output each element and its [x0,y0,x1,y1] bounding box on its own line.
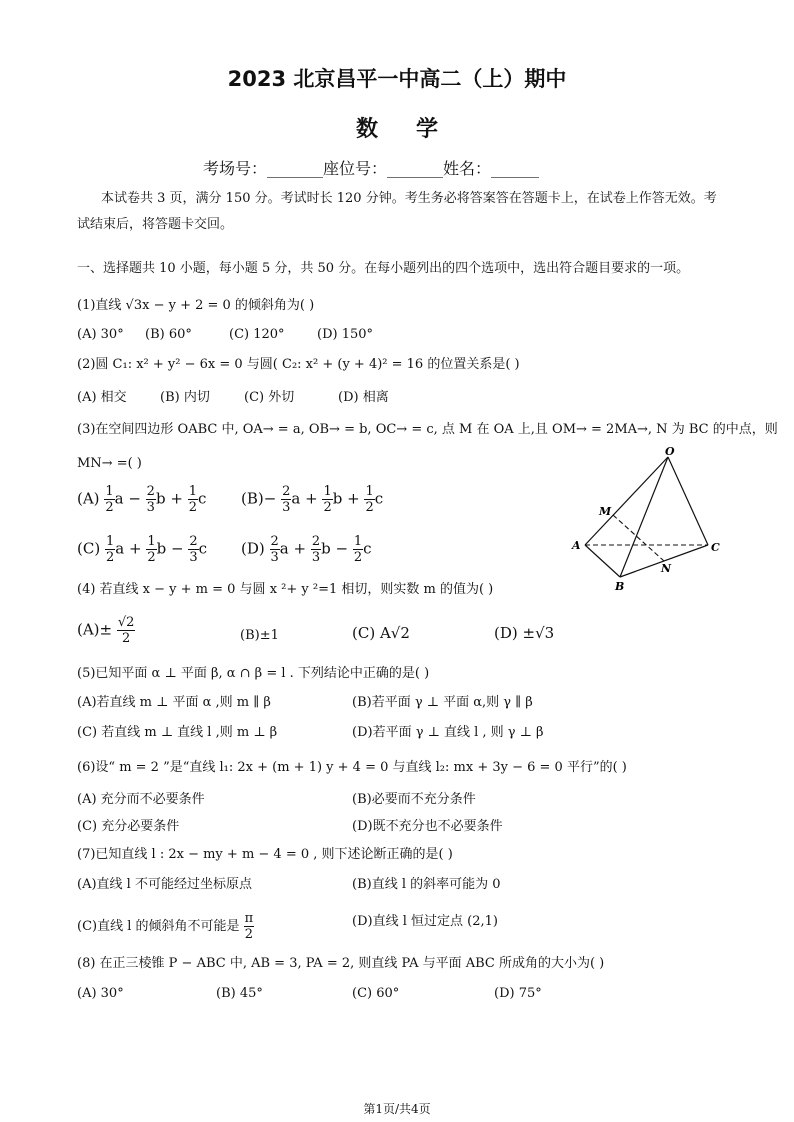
question-7-stem: (7)已知直线 l : 2x − my + m − 4 = 0 , 则下述论断正确的是( ) [77,847,453,862]
question-5-option-a: (A)若直线 m ⊥ 平面 α ,则 m ∥ β [77,695,271,710]
question-5-option-b: (B)若平面 γ ⊥ 平面 α,则 γ ∥ β [352,695,533,710]
edge-ob [620,457,668,577]
question-6-option-a: (A) 充分而不必要条件 [77,792,205,807]
question-7-option-d: (D)直线 l 恒过定点 (2,1) [352,914,498,929]
name-blank: ______ [491,159,540,178]
question-4-stem: (4) 若直线 x − y + m = 0 与圆 x ²+ y ²=1 相切，则实数 m 的值为( ) [77,582,494,597]
section-heading: 一、选择题共 10 小题，每小题 5 分，共 50 分。在每小题列出的四个选项中，选出符合题目要求的一项。 [77,261,690,276]
edge-oc [668,457,708,545]
exam-room-label: 考场号： [203,159,268,178]
question-3-option-b: (B)− $\frac{2}{3}$ a + $\frac{1}{2}$ b + $\frac{1}{2}$ c [241,484,384,515]
fraction: $\frac{1}{2}$ [147,534,156,565]
question-3-option-a: (A) $\frac{1}{2}$ a − $\frac{2}{3}$ b + $\frac{1}{2}$ c [77,484,207,515]
name-label: 姓名： [443,159,492,178]
option-c-label: (C) [77,539,101,558]
question-5-option-c: (C) 若直线 m ⊥ 直线 l ,则 m ⊥ β [77,725,278,740]
question-6-stem: (6)设“ m = 2 ”是“直线 l₁: 2x + (m + 1) y + 4 = 0 与直线 l₂: mx + 3y − 6 = 0 平行”的( ) [77,760,627,775]
question-8-stem: (8) 在正三棱锥 P − ABC 中, AB = 3, PA = 2, 则直线 PA 与平面 ABC 所成角的大小为( ) [77,956,605,971]
edge-oa [585,457,668,545]
question-3-stem-continued: MN→ =( ) [77,456,142,471]
question-7-option-c: (C)直线 l 的倾斜角不可能是 $\frac{\pi}{2}$ [77,911,254,942]
fraction: $\frac{2}{3}$ [189,534,198,565]
exam-info-line [203,156,539,179]
question-6-option-c: (C) 充分必要条件 [77,819,180,834]
page-footer: 第1页/共4页 [363,1102,431,1116]
option-b-label: (B) [241,489,264,508]
question-2-option-b: (B) 内切 [160,390,210,405]
intro-paragraph: 本试卷共 3 页，满分 150 分。考试时长 120 分钟。考生务必将答案答在答题卡上，在试卷上作答无效。考试结束后，将答题卡交回。 [77,191,717,232]
question-4-option-a: (A)± $\frac{√2}{2}$ [77,615,135,646]
fraction: $\frac{1}{2}$ [105,534,115,565]
question-4-option-b: (B)±1 [240,628,279,643]
label-b: B [615,580,625,593]
question-1-option-c: (C) 120° [229,327,285,342]
question-6-option-d: (D)既不充分也不必要条件 [352,819,503,834]
question-2-option-a: (A) 相交 [77,390,127,405]
option-d-label: (D) [241,539,265,558]
question-1-option-d: (D) 150° [317,327,374,342]
fraction: $\frac{1}{2}$ [188,484,197,515]
tetrahedron-figure [565,445,730,593]
label-a: A [572,539,581,552]
fraction: $\frac{1}{2}$ [323,484,332,515]
label-o: O [665,445,675,458]
question-7-option-b: (B)直线 l 的斜率可能为 0 [352,877,501,892]
question-1-option-a: (A) 30° [77,327,124,342]
question-1-option-b: (B) 60° [145,327,192,342]
fraction: $\frac{\pi}{2}$ [244,911,254,942]
question-3-option-c: (C) $\frac{1}{2}$ a + $\frac{1}{2}$ b − $\frac{2}{3}$ c [77,534,208,565]
question-6-option-b: (B)必要而不充分条件 [352,792,476,807]
option-a-label: (A) [77,489,100,508]
exam-title: 2023 北京昌平一中高二（上）期中 [227,67,567,91]
fraction: $\frac{2}{3}$ [146,484,155,515]
question-4-option-d: (D) ±√3 [494,624,555,642]
fraction: $\frac{2}{3}$ [311,534,321,565]
fraction: $\frac{√2}{2}$ [117,615,135,646]
question-5-stem: (5)已知平面 α ⊥ 平面 β, α ∩ β = l . 下列结论中正确的是( ) [77,666,430,681]
question-2-stem: (2)圆 C₁: x² + y² − 6x = 0 与圆( C₂: x² + (y + 4)² = 16 的位置关系是( ) [77,357,520,372]
question-5-option-d: (D)若平面 γ ⊥ 直线 l , 则 γ ⊥ β [352,725,544,740]
seat-label: 座位号： [323,159,388,178]
label-n: N [661,562,672,575]
question-4-option-c: (C) A√2 [352,624,410,642]
question-8-option-d: (D) 75° [494,986,542,1001]
exam-room-blank: _______ [267,159,324,178]
fraction: $\frac{2}{3}$ [270,534,279,565]
question-2-option-c: (C) 外切 [244,390,295,405]
fraction: $\frac{1}{2}$ [353,534,363,565]
question-8-option-b: (B) 45° [216,986,263,1001]
question-2-option-d: (D) 相离 [338,390,389,405]
fraction: $\frac{2}{3}$ [282,484,291,515]
question-3-option-d: (D) $\frac{2}{3}$ a + $\frac{2}{3}$ b − $\frac{1}{2}$ c [241,534,372,565]
question-3-stem: (3)在空间四边形 OABC 中, OA→ = a, OB→ = b, OC→ = c, 点 M 在 OA 上,且 OM→ = 2MA→, N 为 BC 的中点，则 [77,422,778,437]
label-c: C [711,541,720,554]
segment-mn-dashed [613,515,664,561]
question-7-option-a: (A)直线 l 不可能经过坐标原点 [77,877,252,892]
question-8-option-c: (C) 60° [352,986,400,1001]
question-8-option-a: (A) 30° [77,986,124,1001]
label-m: M [599,505,612,518]
question-1-stem: (1)直线 √3x − y + 2 = 0 的倾斜角为( ) [77,298,315,313]
subject-title: 数学 [355,117,476,142]
fraction: $\frac{1}{2}$ [365,484,374,515]
edge-ab [585,545,620,577]
fraction: $\frac{1}{2}$ [105,484,114,515]
seat-blank: _______ [387,159,444,178]
